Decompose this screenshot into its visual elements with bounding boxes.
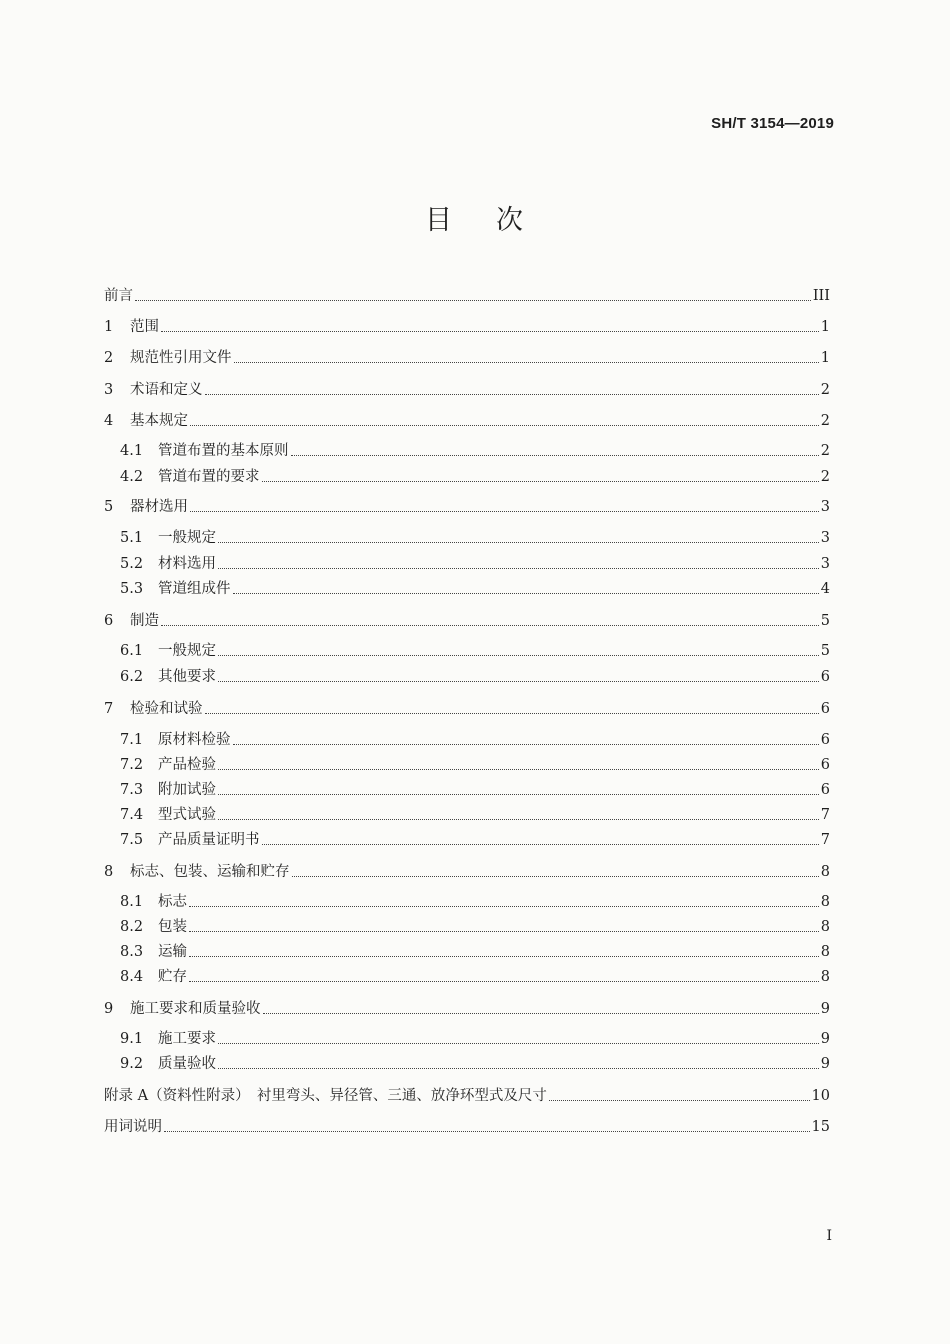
toc-entry[interactable] [104, 494, 830, 516]
toc-entry-label: 施工要求 [158, 1031, 216, 1047]
toc-entry[interactable] [120, 939, 830, 961]
toc-entry[interactable] [120, 638, 830, 660]
toc-entry-number: 5.1 [120, 530, 144, 546]
toc-entry-label: 运输 [158, 944, 187, 960]
toc-leader-dots [135, 299, 811, 301]
toc-entry[interactable] [120, 551, 830, 573]
toc-title-part1: 目 [425, 205, 454, 236]
toc-entry-page: 2 [820, 413, 830, 429]
toc-entry-label: 器材选用 [130, 499, 188, 515]
toc-entry[interactable] [120, 438, 830, 460]
toc-entry-number: 9.2 [120, 1056, 144, 1072]
toc-entry[interactable] [120, 525, 830, 547]
toc-leader-dots [164, 1130, 810, 1132]
toc-entry-page: 5 [820, 643, 830, 659]
toc-leader-dots [189, 955, 819, 957]
toc-entry-label: 标志 [158, 894, 187, 910]
toc-leader-dots [189, 905, 819, 907]
toc-entry-page: III [812, 288, 830, 304]
toc-entry[interactable] [120, 964, 830, 986]
toc-leader-dots [205, 712, 819, 714]
toc-entry[interactable] [120, 464, 830, 486]
toc-entry-number: 8.4 [120, 969, 144, 985]
toc-entry-page: 8 [820, 969, 830, 985]
toc-entry-number: 4 [104, 413, 114, 429]
toc-entry[interactable] [104, 608, 830, 630]
toc-entry-label: 管道布置的要求 [158, 469, 260, 485]
toc-leader-dots [234, 361, 819, 363]
toc-entry-number: 2 [104, 350, 114, 366]
toc-entry[interactable] [104, 408, 830, 430]
toc-leader-dots [218, 541, 819, 543]
toc-leader-dots [205, 393, 819, 395]
toc-entry[interactable] [104, 859, 830, 881]
toc-entry-number: 4.1 [120, 443, 144, 459]
toc-entry-label: 包装 [158, 919, 187, 935]
toc-entry-number: 8 [104, 864, 114, 880]
toc-leader-dots [218, 567, 819, 569]
toc-entry-number: 1 [104, 319, 114, 335]
toc-entry-label: 范围 [130, 319, 159, 335]
toc-entry-page: 1 [820, 319, 830, 335]
toc-entry-number: 7.4 [120, 807, 144, 823]
toc-entry-label: 规范性引用文件 [130, 350, 232, 366]
toc-leader-dots [549, 1099, 810, 1101]
toc-entry[interactable] [120, 914, 830, 936]
toc-entry-page: 5 [820, 613, 830, 629]
toc-entry-number: 7.2 [120, 757, 144, 773]
toc-leader-dots [218, 654, 819, 656]
toc-entry-number: 6 [104, 613, 114, 629]
toc-leader-dots [263, 1012, 819, 1014]
toc-entry-label: 产品质量证明书 [158, 832, 260, 848]
toc-entry-number: 3 [104, 382, 114, 398]
toc-entry[interactable] [120, 1026, 830, 1048]
toc-entry[interactable] [120, 889, 830, 911]
toc-entry[interactable] [104, 283, 830, 305]
toc-entry[interactable] [120, 664, 830, 686]
toc-entry-page: 8 [820, 864, 830, 880]
toc-entry-page: 15 [811, 1119, 830, 1135]
toc-entry[interactable] [104, 1114, 830, 1136]
toc-entry-page: 8 [820, 944, 830, 960]
toc-entry-page: 9 [820, 1056, 830, 1072]
toc-entry[interactable] [120, 827, 830, 849]
toc-entry-page: 6 [820, 782, 830, 798]
toc-entry-label: 质量验收 [158, 1056, 216, 1072]
toc-entry-page: 1 [820, 350, 830, 366]
toc-leader-dots [218, 818, 819, 820]
toc-entry-number: 9.1 [120, 1031, 144, 1047]
toc-entry-number: 7.5 [120, 832, 144, 848]
toc-entry-number: 7 [104, 701, 114, 717]
toc-leader-dots [189, 980, 819, 982]
toc-entry-label: 原材料检验 [158, 732, 231, 748]
toc-entry-page: 7 [820, 832, 830, 848]
toc-entry-number: 5.3 [120, 581, 144, 597]
toc-entry-number: 4.2 [120, 469, 144, 485]
toc-entry-number: 9 [104, 1001, 114, 1017]
toc-leader-dots [189, 930, 819, 932]
toc-entry-label: 制造 [130, 613, 159, 629]
toc-entry-page: 6 [820, 701, 830, 717]
toc-entry-label: 术语和定义 [130, 382, 203, 398]
toc-entry-page: 9 [820, 1001, 830, 1017]
toc-entry-number: 7.1 [120, 732, 144, 748]
toc-entry-label: 附录 A（资料性附录） 衬里弯头、异径管、三通、放净环型式及尺寸 [104, 1088, 547, 1104]
toc-leader-dots [291, 454, 819, 456]
toc-entry-page: 4 [820, 581, 830, 597]
toc-leader-dots [262, 843, 819, 845]
toc-entry[interactable] [120, 727, 830, 749]
toc-entry[interactable] [104, 314, 830, 336]
toc-leader-dots [218, 793, 819, 795]
toc-entry-page: 2 [820, 382, 830, 398]
toc-entry-label: 用词说明 [104, 1119, 162, 1135]
toc-leader-dots [233, 592, 819, 594]
toc-entry-page: 3 [820, 499, 830, 515]
toc-leader-dots [292, 875, 819, 877]
toc-entry[interactable] [120, 802, 830, 824]
toc-entry[interactable] [120, 1051, 830, 1073]
toc-entry-label: 型式试验 [158, 807, 216, 823]
toc-entry-page: 2 [820, 469, 830, 485]
toc-entry[interactable] [104, 696, 830, 718]
toc-entry-number: 7.3 [120, 782, 144, 798]
toc-leader-dots [233, 743, 819, 745]
toc-entry-page: 6 [820, 669, 830, 685]
toc-entry-page: 8 [820, 919, 830, 935]
toc-entry[interactable] [104, 996, 830, 1018]
toc-entry-label: 检验和试验 [130, 701, 203, 717]
toc-entry-label: 标志、包装、运输和贮存 [130, 864, 290, 880]
toc-entry[interactable] [104, 345, 830, 367]
toc-entry-page: 9 [820, 1031, 830, 1047]
toc-leader-dots [218, 1042, 819, 1044]
toc-entry-label: 其他要求 [158, 669, 216, 685]
toc-leader-dots [218, 680, 819, 682]
toc-leader-dots [262, 480, 819, 482]
toc-entry-number: 8.3 [120, 944, 144, 960]
toc-entry-label: 材料选用 [158, 556, 216, 572]
toc-entry-label: 贮存 [158, 969, 187, 985]
toc-entry-page: 10 [811, 1088, 830, 1104]
toc-leader-dots [161, 624, 819, 626]
toc-entry-page: 3 [820, 556, 830, 572]
toc-entry-label: 管道组成件 [158, 581, 231, 597]
toc-entry-number: 5.2 [120, 556, 144, 572]
toc-entry-page: 2 [820, 443, 830, 459]
toc-entry[interactable] [104, 1083, 830, 1105]
toc-entry-label: 一般规定 [158, 530, 216, 546]
toc-entry-label: 前言 [104, 288, 133, 304]
toc-entry-number: 8.1 [120, 894, 144, 910]
toc-entry[interactable] [104, 377, 830, 399]
toc-entry-label: 一般规定 [158, 643, 216, 659]
page-number: I [826, 1228, 832, 1244]
toc-leader-dots [218, 1067, 819, 1069]
toc-entry-label: 基本规定 [130, 413, 188, 429]
toc-entry-label: 管道布置的基本原则 [158, 443, 289, 459]
toc-entry-page: 7 [820, 807, 830, 823]
toc-entry[interactable] [120, 576, 830, 598]
toc-entry-page: 3 [820, 530, 830, 546]
toc-entry-number: 6.1 [120, 643, 144, 659]
toc-entry-page: 8 [820, 894, 830, 910]
toc-entry[interactable] [120, 752, 830, 774]
toc-entry-number: 5 [104, 499, 114, 515]
toc-leader-dots [218, 768, 819, 770]
toc-entry-page: 6 [820, 757, 830, 773]
toc-entry-page: 6 [820, 732, 830, 748]
toc-entry[interactable] [120, 777, 830, 799]
toc-entry-label: 施工要求和质量验收 [130, 1001, 261, 1017]
toc-leader-dots [190, 510, 819, 512]
toc-entry-number: 6.2 [120, 669, 144, 685]
toc-entry-label: 附加试验 [158, 782, 216, 798]
standard-code: SH/T 3154—2019 [711, 115, 834, 132]
toc-entry-label: 产品检验 [158, 757, 216, 773]
toc-leader-dots [190, 424, 819, 426]
toc-title-part2: 次 [496, 205, 525, 236]
toc-entry-number: 8.2 [120, 919, 144, 935]
toc-leader-dots [161, 330, 819, 332]
